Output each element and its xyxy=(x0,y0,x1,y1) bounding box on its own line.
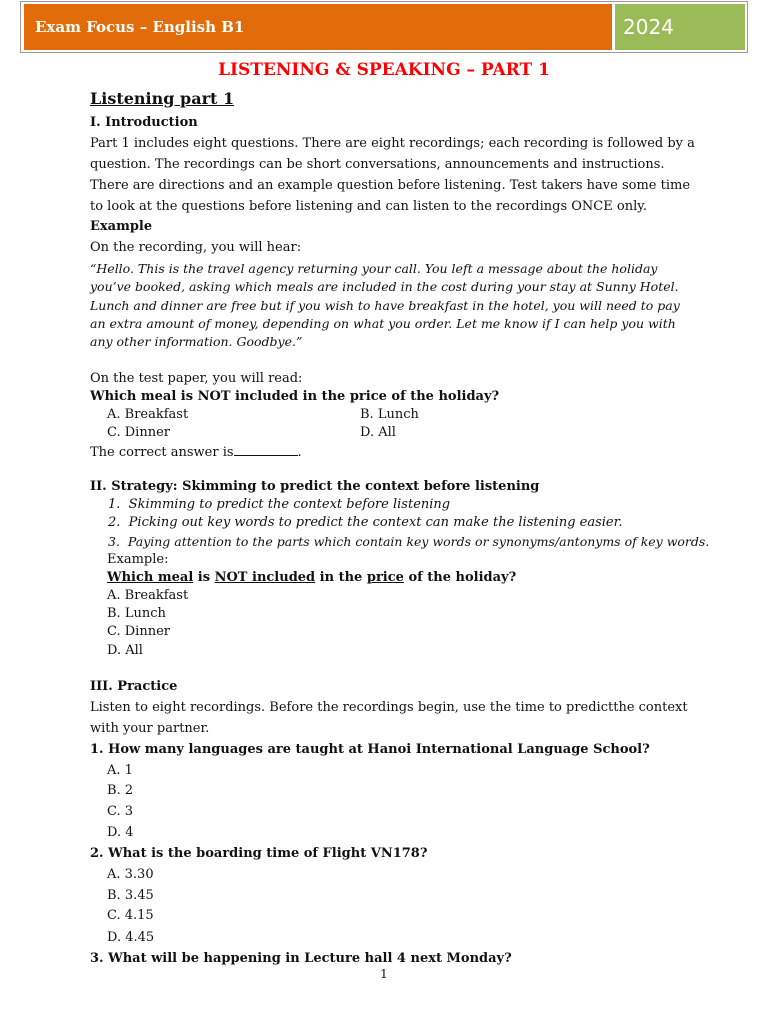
practice-option: A. 1 xyxy=(107,763,133,778)
section-title: Listening part 1 xyxy=(90,89,235,108)
practice-option: D. 4 xyxy=(107,825,134,840)
page-header xyxy=(20,1,748,53)
keyword: Which meal xyxy=(107,570,194,585)
answer-label: The correct answer is xyxy=(90,445,234,460)
strategy-item-text: Skimming to predict the context before listening xyxy=(128,497,451,512)
question-text: is xyxy=(193,570,215,585)
keyword: NOT included xyxy=(214,570,316,585)
answer-tail: . xyxy=(297,445,302,460)
strategy-option: B. Lunch xyxy=(107,606,166,621)
intro-line: to look at the questions before listening and can listen to the recordings ONCE only. xyxy=(90,199,647,214)
practice-option: A. 3.30 xyxy=(107,867,154,882)
example-option: A. Breakfast xyxy=(107,407,189,422)
practice-option: C. 3 xyxy=(107,804,134,819)
quote-line: “Hello. This is the travel agency returning your call. You left a message about the holiday xyxy=(90,261,658,276)
header-year: 2024 xyxy=(623,15,674,39)
question-text: in the xyxy=(315,570,367,585)
practice-option: D. 4.45 xyxy=(107,930,155,945)
strategy-item xyxy=(108,534,709,549)
practice-option: C. 4.15 xyxy=(107,908,154,923)
strategy-item xyxy=(108,515,623,530)
strategy-item-number: 1. xyxy=(108,497,121,512)
practice-question: 3. What will be happening in Lecture hall 4 next Monday? xyxy=(90,951,512,966)
quote-line: an extra amount of money, depending on what you order. Let me know if I can help you with xyxy=(90,316,676,331)
strategy-heading: II. Strategy: Skimming to predict the context before listening xyxy=(90,479,540,494)
header-title: Exam Focus – English B1 xyxy=(35,18,245,36)
practice-question: 2. What is the boarding time of Flight VN178? xyxy=(90,846,428,861)
practice-question: 1. How many languages are taught at Hanoi International Language School? xyxy=(90,742,650,757)
quote-line: Lunch and dinner are free but if you wish to have breakfast in the hotel, you will need to pay xyxy=(90,298,680,313)
example-question: Which meal is NOT included in the price of the holiday? xyxy=(90,389,500,404)
strategy-item-number: 3. xyxy=(108,534,120,549)
question-text: of the holiday? xyxy=(403,570,517,585)
strategy-example-label: Example: xyxy=(107,552,169,567)
strategy-item xyxy=(108,497,450,512)
header-title-band xyxy=(24,4,612,50)
strategy-option: A. Breakfast xyxy=(107,588,189,603)
read-label: On the test paper, you will read: xyxy=(90,371,303,386)
strategy-item-text: Paying attention to the parts which contain key words or synonyms/antonyms of key words. xyxy=(127,534,710,549)
header-year-band xyxy=(615,4,745,50)
quote-line: any other information. Goodbye.” xyxy=(90,334,303,349)
practice-option: B. 2 xyxy=(107,783,134,798)
practice-option: B. 3.45 xyxy=(107,888,154,903)
keyword: price xyxy=(366,570,404,585)
practice-line: with your partner. xyxy=(90,721,210,736)
intro-line: Part 1 includes eight questions. There are eight recordings; each recording is followed by a xyxy=(90,136,695,151)
strategy-question xyxy=(107,570,516,585)
page-number: 1 xyxy=(380,967,388,981)
intro-heading: I. Introduction xyxy=(90,115,198,130)
example-heading: Example xyxy=(90,219,153,234)
strategy-option: D. All xyxy=(107,643,143,658)
practice-heading: III. Practice xyxy=(90,679,178,694)
correct-answer-line xyxy=(90,443,302,460)
practice-line: Listen to eight recordings. Before the recordings begin, use the time to predictthe context xyxy=(90,700,688,715)
intro-line: question. The recordings can be short conversations, announcements and instructions. xyxy=(90,157,665,172)
strategy-item-text: Picking out key words to predict the context can make the listening easier. xyxy=(128,515,623,530)
quote-line: you’ve booked, asking which meals are included in the cost during your stay at Sunny Hotel. xyxy=(90,279,679,294)
answer-blank xyxy=(234,443,298,456)
strategy-option: C. Dinner xyxy=(107,624,170,639)
example-option: B. Lunch xyxy=(360,407,419,422)
strategy-item-number: 2. xyxy=(108,515,121,530)
example-option: C. Dinner xyxy=(107,425,170,440)
intro-line: There are directions and an example question before listening. Test takers have some time xyxy=(90,178,691,193)
example-option: D. All xyxy=(360,425,396,440)
hear-label: On the recording, you will hear: xyxy=(90,240,302,255)
main-title: LISTENING & SPEAKING – PART 1 xyxy=(218,60,550,80)
